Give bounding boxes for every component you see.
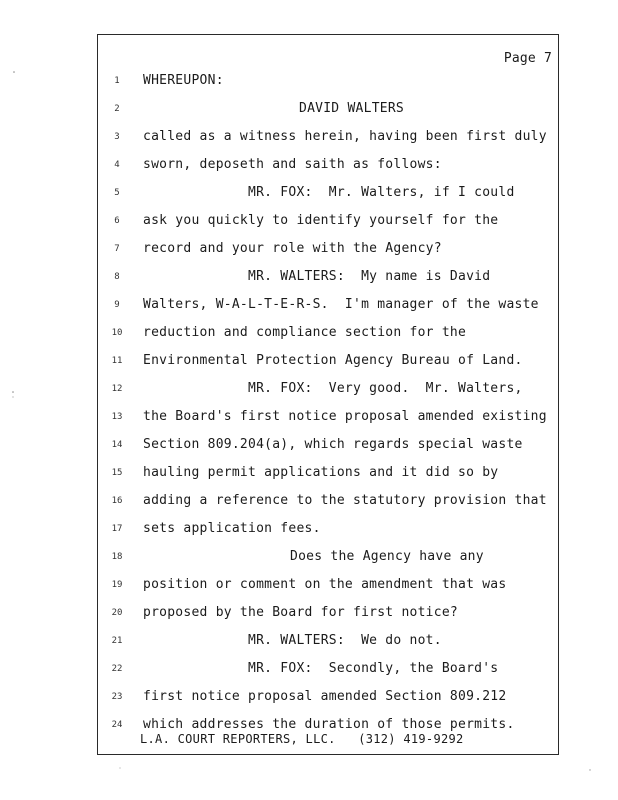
transcript-line [98, 239, 558, 261]
transcript-line [98, 575, 558, 597]
transcript-line [98, 127, 558, 149]
line-number: 5 [114, 188, 120, 198]
line-number: 15 [111, 468, 123, 478]
line-number: 17 [111, 524, 123, 534]
line-text: MR. WALTERS: My name is David [248, 269, 491, 284]
transcript-line [98, 547, 558, 569]
line-text: record and your role with the Agency? [143, 241, 442, 256]
line-text: ask you quickly to identify yourself for the [143, 213, 499, 228]
line-number: 20 [111, 608, 123, 618]
line-number: 23 [111, 692, 123, 702]
line-number: 16 [111, 496, 123, 506]
transcript-line [98, 603, 558, 625]
transcript-line [98, 435, 558, 457]
line-text: proposed by the Board for first notice? [143, 605, 458, 620]
line-text: reduction and compliance section for the [143, 325, 467, 340]
line-number: 11 [111, 356, 123, 366]
line-number: 14 [111, 440, 123, 450]
transcript-line [98, 463, 558, 485]
page-number: Page 7 [503, 51, 552, 66]
line-number: 12 [111, 384, 123, 394]
line-text: Section 809.204(a), which regards special waste [143, 437, 523, 452]
line-text: hauling permit applications and it did so by [143, 465, 499, 480]
line-text: DAVID WALTERS [299, 101, 404, 116]
transcript-line [98, 407, 558, 429]
transcript-line [98, 267, 558, 289]
line-text: sets application fees. [143, 521, 321, 536]
line-text: MR. FOX: Secondly, the Board's [248, 661, 499, 676]
line-text: Does the Agency have any [290, 549, 484, 564]
transcript-line [98, 211, 558, 233]
line-text: Environmental Protection Agency Bureau of Land. [143, 353, 523, 368]
transcript-line [98, 155, 558, 177]
line-text: Walters, W-A-L-T-E-R-S. I'm manager of the waste [143, 297, 539, 312]
line-text: MR. FOX: Very good. Mr. Walters, [248, 381, 523, 396]
line-number: 2 [114, 104, 120, 114]
line-number: 6 [114, 216, 120, 226]
court-reporter-footer: L.A. COURT REPORTERS, LLC. (312) 419-9292 [140, 732, 464, 746]
line-number: 4 [114, 160, 120, 170]
line-text: sworn, deposeth and saith as follows: [143, 157, 442, 172]
line-number: 19 [111, 580, 123, 590]
transcript-line [98, 687, 558, 709]
line-number: 22 [111, 664, 123, 674]
line-number: 1 [114, 76, 120, 86]
line-number: 9 [114, 300, 120, 310]
line-text: the Board's first notice proposal amended existing [143, 409, 547, 424]
line-text: first notice proposal amended Section 809.212 [143, 689, 507, 704]
line-number: 8 [114, 272, 120, 282]
line-number: 18 [111, 552, 123, 562]
line-text: WHEREUPON: [143, 73, 224, 88]
line-number: 3 [114, 132, 120, 142]
line-number: 21 [111, 636, 123, 646]
transcript-line [98, 323, 558, 345]
transcript-line [98, 295, 558, 317]
line-text: which addresses the duration of those permits. [143, 717, 515, 732]
transcript-line [98, 351, 558, 373]
line-number: 10 [111, 328, 123, 338]
transcript-line [98, 183, 558, 205]
line-number: 24 [111, 720, 123, 730]
transcript-line [98, 99, 558, 121]
transcript-line [98, 379, 558, 401]
line-text: called as a witness herein, having been first duly [143, 129, 547, 144]
line-text: MR. FOX: Mr. Walters, if I could [248, 185, 515, 200]
line-text: position or comment on the amendment that was [143, 577, 507, 592]
line-text: adding a reference to the statutory provision that [143, 493, 547, 508]
transcript-line [98, 491, 558, 513]
transcript-line [98, 659, 558, 681]
transcript-line [98, 71, 558, 93]
transcript-line [98, 631, 558, 653]
transcript-line [98, 519, 558, 541]
line-number: 13 [111, 412, 123, 422]
line-number: 7 [114, 244, 120, 254]
line-text: MR. WALTERS: We do not. [248, 633, 442, 648]
transcript-page [97, 34, 559, 755]
